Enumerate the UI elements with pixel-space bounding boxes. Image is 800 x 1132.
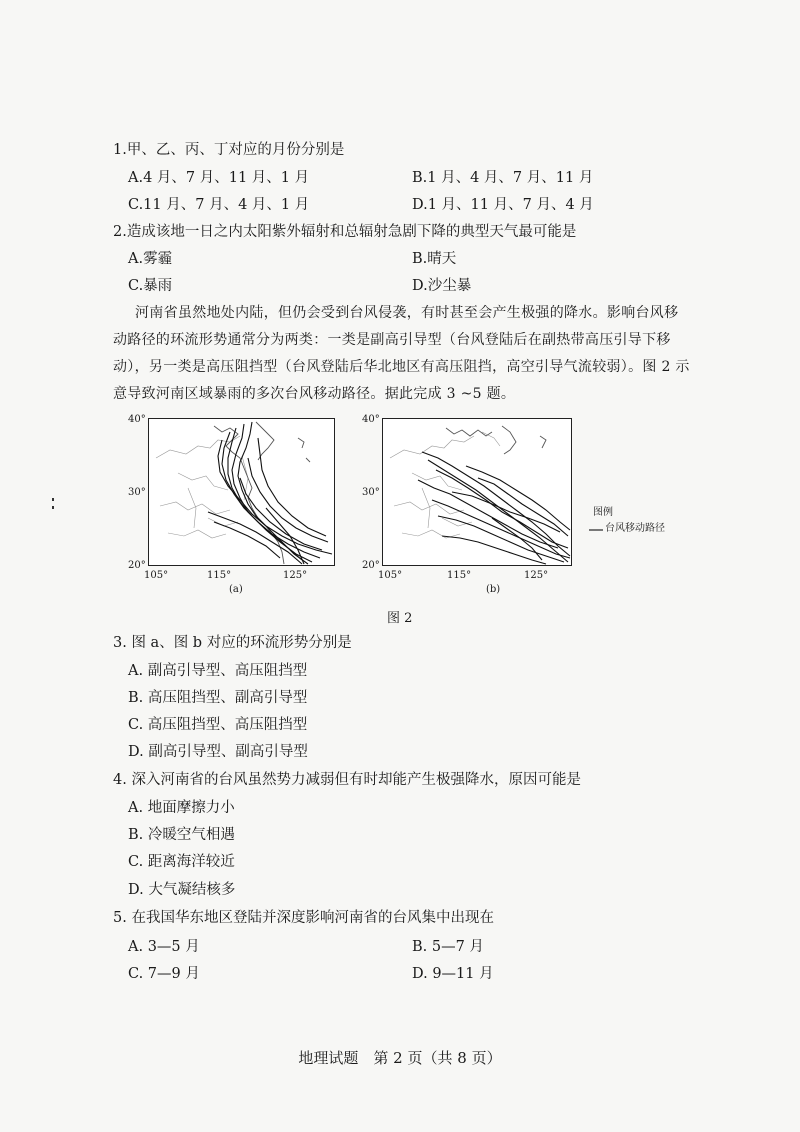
typhoon-track-map-a <box>148 418 335 566</box>
q3-option-c: C. 高压阻挡型、高压阻挡型 <box>128 717 308 733</box>
q5-option-a: A. 3—5 月 <box>128 939 200 955</box>
map-b-lat-40: 40° <box>362 414 380 425</box>
q1-stem: 1.甲、乙、丙、丁对应的月份分别是 <box>113 142 345 158</box>
legend-line-swatch <box>588 526 604 534</box>
passage-line: 意导致河南区域暴雨的多次台风移动路径。据此完成 3 ~5 题。 <box>113 386 516 402</box>
q2-option-a: A.雾霾 <box>128 251 173 267</box>
q3-stem: 3. 图 a、图 b 对应的环流形势分别是 <box>113 635 352 651</box>
legend-item: 台风移动路径 <box>605 523 665 534</box>
map-a-lon-115: 115° <box>207 570 232 581</box>
map-a-lon-105: 105° <box>144 570 169 581</box>
passage-line: 动），另一类是高压阻挡型（台风登陆后华北地区有高压阻挡，高空引导气流较弱）。图 2 示 <box>113 359 690 375</box>
q2-option-c: C.暴雨 <box>128 278 173 294</box>
q4-option-a: A. 地面摩擦力小 <box>128 800 235 816</box>
map-b-label: (b) <box>486 584 501 595</box>
q2-option-d: D.沙尘暴 <box>412 278 472 294</box>
q1-option-d: D.1 月、11 月、7 月、4 月 <box>412 197 594 213</box>
q5-option-d: D. 9—11 月 <box>412 966 494 982</box>
q4-option-b: B. 冷暖空气相遇 <box>128 827 235 843</box>
q5-option-b: B. 5—7 月 <box>412 939 484 955</box>
q3-option-b: B. 高压阻挡型、副高引导型 <box>128 690 308 706</box>
q2-option-b: B.晴天 <box>412 251 457 267</box>
q4-option-d: D. 大气凝结核多 <box>128 882 236 898</box>
q3-option-d: D. 副高引导型、副高引导型 <box>128 744 308 760</box>
q5-option-c: C. 7—9 月 <box>128 966 200 982</box>
passage-line: 动路径的环流形势通常分为两类：一类是副高引导型（台风登陆后在副热带高压引导下移 <box>113 332 671 348</box>
q1-option-a: A.4 月、7 月、11 月、1 月 <box>128 170 310 186</box>
map-b-lon-105: 105° <box>378 570 403 581</box>
q4-option-c: C. 距离海洋较近 <box>128 854 235 870</box>
map-b-lat-30: 30° <box>362 487 380 498</box>
q1-option-c: C.11 月、7 月、4 月、1 月 <box>128 197 310 213</box>
legend-title: 图例 <box>593 507 613 518</box>
map-b-lon-115: 115° <box>447 570 472 581</box>
q1-option-b: B.1 月、4 月、7 月、11 月 <box>412 170 594 186</box>
figure-caption: 图 2 <box>387 611 413 626</box>
map-a-lat-30: 30° <box>128 487 146 498</box>
map-a-lon-125: 125° <box>283 570 308 581</box>
q3-option-a: A. 副高引导型、高压阻挡型 <box>128 663 308 679</box>
page-footer: 地理试题 第 2 页（共 8 页） <box>298 1049 502 1067</box>
passage-line: 河南省虽然地处内陆，但仍会受到台风侵袭，有时甚至会产生极强的降水。影响台风移 <box>135 305 679 321</box>
q2-stem: 2.造成该地一日之内太阳紫外辐射和总辐射急剧下降的典型天气最可能是 <box>113 224 577 240</box>
scan-mark <box>52 498 54 501</box>
map-a-lat-40: 40° <box>128 414 146 425</box>
typhoon-track-map-b <box>382 418 572 566</box>
map-b-lon-125: 125° <box>524 570 549 581</box>
q4-stem: 4. 深入河南省的台风虽然势力减弱但有时却能产生极强降水，原因可能是 <box>113 772 581 788</box>
map-a-lat-20: 20° <box>128 560 146 571</box>
map-a-label: (a) <box>229 584 243 595</box>
scan-mark <box>52 506 54 509</box>
map-b-lat-20: 20° <box>362 560 380 571</box>
q5-stem: 5. 在我国华东地区登陆并深度影响河南省的台风集中出现在 <box>113 910 494 926</box>
